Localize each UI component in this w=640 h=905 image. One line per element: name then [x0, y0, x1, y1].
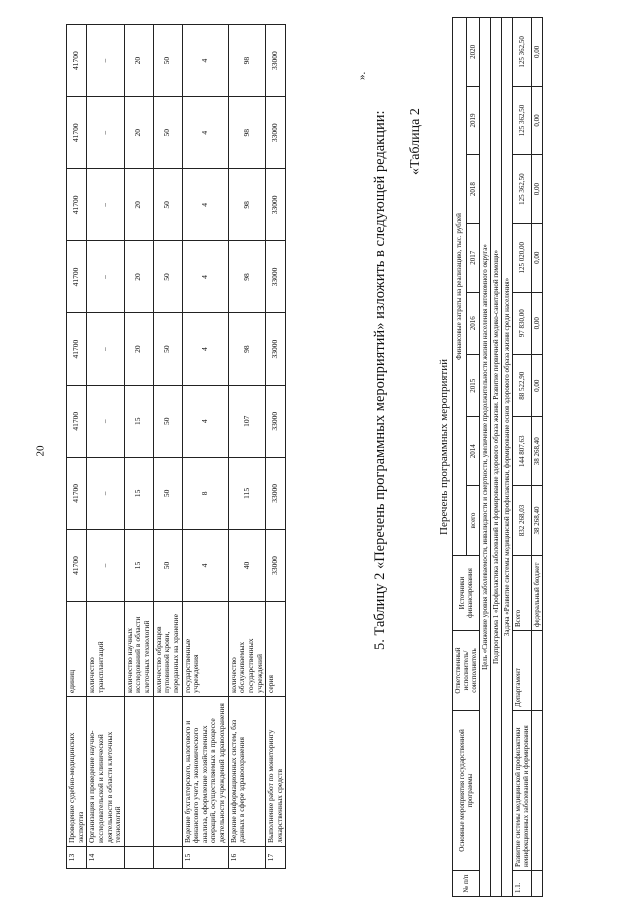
- table-label: «Таблица 2: [408, 108, 423, 175]
- value-cell: 20: [124, 169, 153, 241]
- section-heading: 5. Таблицу 2 «Перечень программных мероприятий» изложить в следующей редакции:: [372, 110, 388, 650]
- goal-row: Цель «Снижение уровня заболеваемости, инвалидности и смертности, увеличение продолжительности жизни населения автономного округа»: [480, 18, 491, 897]
- table-row: [153, 25, 182, 869]
- measure-name: Организация и проведение научно-исследовательской и клинической деятельности в области клеточных технологий: [87, 697, 125, 847]
- value-cell: 20: [124, 97, 153, 169]
- value-cell: 4: [182, 529, 228, 601]
- value-cell: 33000: [266, 313, 286, 385]
- table-row: [124, 25, 153, 869]
- header-source: Источники финансирования: [453, 556, 480, 631]
- header-total: всего: [466, 486, 480, 556]
- value-cell: 50: [153, 241, 182, 313]
- upper-table: [66, 24, 286, 869]
- year-cost: 0,00: [532, 223, 543, 292]
- row-number: [124, 847, 153, 869]
- year-cost: 0,00: [532, 354, 543, 416]
- table-row: [67, 25, 87, 869]
- measure-name: Ведение информационных систем, баз данных в сфере здравоохранения: [228, 697, 266, 847]
- header-year: 2018: [466, 155, 480, 224]
- year-cost: 0,00: [532, 18, 543, 87]
- header-year: 2014: [466, 417, 480, 486]
- value-cell: 33000: [266, 241, 286, 313]
- year-cost: 0,00: [532, 155, 543, 224]
- value-cell: 33000: [266, 529, 286, 601]
- measure-name: Проведение судебно-медицинских экспертиз: [67, 697, 87, 847]
- table-row: [87, 25, 125, 869]
- value-cell: 4: [182, 169, 228, 241]
- year-cost: 125 362,50: [513, 18, 532, 87]
- value-cell: 4: [182, 25, 228, 97]
- value-cell: 40: [228, 529, 266, 601]
- subprogram-row: Подпрограмма 1 «Профилактика заболеваний и формирование здорового образа жизни. Развитие первичной медико-санитарной помощи»: [491, 18, 502, 897]
- table-row: [182, 25, 228, 869]
- value-cell: 33000: [266, 25, 286, 97]
- lower-table: [452, 17, 543, 897]
- executor: Департамент: [513, 631, 532, 711]
- value-cell: 50: [153, 457, 182, 529]
- value-cell: 41700: [67, 313, 87, 385]
- value-cell: 41700: [67, 241, 87, 313]
- year-cost: 125 362,50: [513, 155, 532, 224]
- quote-end: ».: [356, 71, 368, 80]
- executor: [532, 631, 543, 711]
- value-cell: 20: [124, 313, 153, 385]
- value-cell: 41700: [67, 385, 87, 457]
- value-cell: 98: [228, 241, 266, 313]
- year-cost: 88 522,90: [513, 354, 532, 416]
- value-cell: 15: [124, 457, 153, 529]
- table-row: [228, 25, 266, 869]
- value-cell: 50: [153, 313, 182, 385]
- row-number: 17: [266, 847, 286, 869]
- table-row: [532, 18, 543, 897]
- year-cost: 125 362,50: [513, 86, 532, 155]
- value-cell: 8: [182, 457, 228, 529]
- value-cell: –: [87, 313, 125, 385]
- value-cell: 4: [182, 313, 228, 385]
- value-cell: 33000: [266, 97, 286, 169]
- value-cell: 33000: [266, 385, 286, 457]
- total-cost: 832 268,03: [513, 486, 532, 556]
- value-cell: 15: [124, 529, 153, 601]
- total-cost: 38 268,40: [532, 486, 543, 556]
- measure-unit: серия: [266, 602, 286, 697]
- value-cell: 4: [182, 97, 228, 169]
- year-cost: 0,00: [532, 292, 543, 354]
- value-cell: 4: [182, 385, 228, 457]
- header-year: 2019: [466, 86, 480, 155]
- header-event: Основные мероприятия государственной программы: [453, 711, 480, 871]
- value-cell: 20: [124, 25, 153, 97]
- value-cell: 98: [228, 169, 266, 241]
- header-year: 2015: [466, 354, 480, 416]
- value-cell: 33000: [266, 169, 286, 241]
- task-row: Задача «Развитие системы медицинской профилактики, формирование основ здорового образа жизни среди населения»: [502, 18, 513, 897]
- row-number: 1.1.: [513, 871, 532, 897]
- value-cell: –: [87, 385, 125, 457]
- value-cell: 20: [124, 241, 153, 313]
- measure-name: Ведение бухгалтерского, налогового и финансового учета, экономического анализа, оформление хозяйственных операций, осуществляемых в процессе деятельности учреждений здравоохранения: [182, 697, 228, 847]
- header-year: 2016: [466, 292, 480, 354]
- value-cell: 41700: [67, 529, 87, 601]
- value-cell: 50: [153, 169, 182, 241]
- year-cost: 97 830,00: [513, 292, 532, 354]
- funding-source: федеральный бюджет: [532, 556, 543, 631]
- event-name: Развитие системы медицинской профилактики неинфекционных заболеваний и формирования: [513, 711, 532, 871]
- measure-unit: количество образцов пуповинной крови, переданных на хранение: [153, 602, 182, 697]
- year-cost: 144 807,63: [513, 417, 532, 486]
- value-cell: 41700: [67, 169, 87, 241]
- row-number: 15: [182, 847, 228, 869]
- value-cell: 107: [228, 385, 266, 457]
- measure-unit: количество научных исследований в области клеточных технологий: [124, 602, 153, 697]
- header-executor: Ответственный исполнитель/ соисполнитель: [453, 631, 480, 711]
- header-year: 2020: [466, 18, 480, 87]
- value-cell: 41700: [67, 25, 87, 97]
- page-number: 20: [34, 445, 47, 457]
- table-row: [513, 18, 532, 897]
- value-cell: 41700: [67, 457, 87, 529]
- year-cost: 125 020,00: [513, 223, 532, 292]
- row-number: [532, 871, 543, 897]
- header-year: 2017: [466, 223, 480, 292]
- event-name: [532, 711, 543, 871]
- measure-name: Выполнение работ по мониторингу лекарственных средств: [266, 697, 286, 847]
- measure-unit: государственные учреждения: [182, 602, 228, 697]
- year-cost: 0,00: [532, 86, 543, 155]
- value-cell: 15: [124, 385, 153, 457]
- value-cell: 98: [228, 313, 266, 385]
- funding-source: Всего: [513, 556, 532, 631]
- list-title: Перечень программных мероприятий: [438, 359, 450, 535]
- value-cell: –: [87, 529, 125, 601]
- value-cell: 50: [153, 97, 182, 169]
- value-cell: –: [87, 97, 125, 169]
- value-cell: 4: [182, 241, 228, 313]
- header-num: № п/п: [453, 871, 480, 897]
- value-cell: 50: [153, 25, 182, 97]
- value-cell: 98: [228, 25, 266, 97]
- row-number: 13: [67, 847, 87, 869]
- value-cell: –: [87, 169, 125, 241]
- measure-unit: единиц: [67, 602, 87, 697]
- value-cell: 50: [153, 385, 182, 457]
- value-cell: –: [87, 241, 125, 313]
- row-number: 16: [228, 847, 266, 869]
- header-costs: Финансовые затраты на реализацию, тыс. рублей: [453, 18, 467, 556]
- row-number: [153, 847, 182, 869]
- year-cost: 38 268,40: [532, 417, 543, 486]
- table-row: [266, 25, 286, 869]
- measure-unit: количество обслуживаемых государственных учреждений: [228, 602, 266, 697]
- value-cell: –: [87, 25, 125, 97]
- value-cell: 115: [228, 457, 266, 529]
- value-cell: 50: [153, 529, 182, 601]
- measure-unit: количество трансплантаций: [87, 602, 125, 697]
- value-cell: 98: [228, 97, 266, 169]
- measure-name: [124, 697, 153, 847]
- measure-name: [153, 697, 182, 847]
- row-number: 14: [87, 847, 125, 869]
- value-cell: 41700: [67, 97, 87, 169]
- value-cell: 33000: [266, 457, 286, 529]
- value-cell: –: [87, 457, 125, 529]
